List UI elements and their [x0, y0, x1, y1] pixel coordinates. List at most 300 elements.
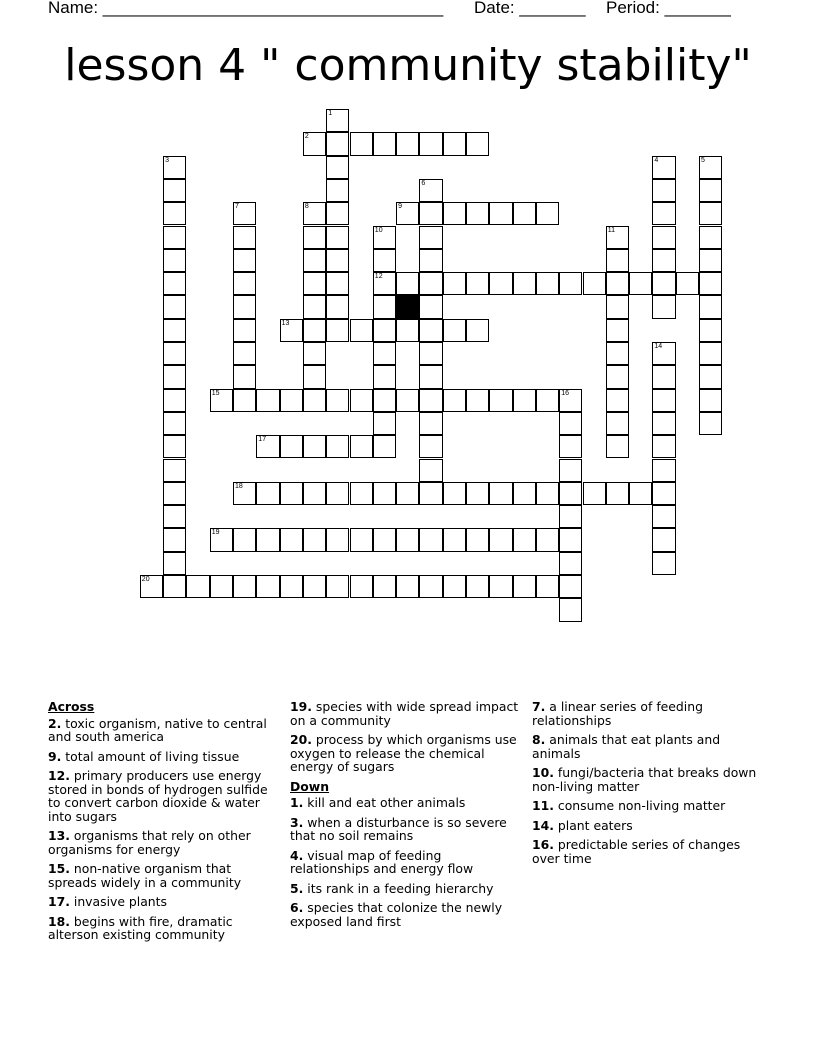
crossword-cell[interactable] — [559, 505, 582, 528]
crossword-cell[interactable] — [373, 412, 396, 435]
crossword-cell[interactable] — [326, 226, 349, 249]
crossword-cell[interactable] — [466, 202, 489, 225]
crossword-cell[interactable] — [163, 179, 186, 202]
crossword-cell[interactable] — [163, 156, 186, 179]
clue-number: 5. — [290, 880, 304, 896]
clue-text: species that colonize the newly exposed land first — [290, 900, 503, 929]
crossword-cell[interactable] — [559, 552, 582, 575]
crossword-cell[interactable] — [280, 389, 303, 412]
crossword-cell[interactable] — [163, 249, 186, 272]
crossword-cell[interactable] — [606, 412, 629, 435]
crossword-cell[interactable] — [513, 482, 536, 505]
crossword-cell[interactable] — [373, 435, 396, 458]
clue-text: its rank in a feeding hierarchy — [303, 880, 494, 896]
crossword-cell[interactable] — [326, 319, 349, 342]
crossword-cell[interactable] — [559, 412, 582, 435]
crossword-cell[interactable] — [699, 226, 722, 249]
crossword-cell[interactable] — [163, 528, 186, 551]
cell-number: 16 — [561, 389, 569, 397]
clue-text: primary producers use energy stored in bonds of hydrogen sulfide to convert carbon dioxide & water into sugars — [48, 768, 268, 824]
crossword-cell[interactable] — [303, 272, 326, 295]
clue-text: plant eaters — [553, 817, 633, 833]
crossword-cell[interactable] — [652, 528, 675, 551]
cell-number: 20 — [141, 576, 150, 583]
clue-number: 13. — [48, 828, 70, 843]
clue-text: species with wide spread impact on a community — [290, 699, 519, 728]
crossword-cell[interactable] — [163, 272, 186, 295]
across-clue-list — [48, 717, 276, 942]
crossword-cell[interactable] — [326, 132, 349, 155]
clue-item — [48, 895, 276, 909]
crossword-cell[interactable] — [489, 482, 512, 505]
crossword-cell[interactable] — [326, 249, 349, 272]
crossword-cell[interactable] — [559, 272, 582, 295]
crossword-cell[interactable] — [629, 482, 652, 505]
crossword-cell[interactable] — [303, 249, 326, 272]
crossword-cell[interactable] — [559, 482, 582, 505]
clue-item — [290, 816, 524, 843]
crossword-cell[interactable] — [419, 482, 442, 505]
crossword-cell[interactable] — [676, 272, 699, 295]
crossword-cell[interactable] — [443, 319, 466, 342]
cell-number: 18 — [235, 482, 243, 490]
crossword-cell[interactable] — [513, 528, 536, 551]
crossword-cell[interactable] — [443, 482, 466, 505]
crossword-cell[interactable] — [559, 598, 582, 621]
clue-number: 7. — [532, 699, 546, 714]
crossword-cell[interactable] — [419, 412, 442, 435]
crossword-cell[interactable] — [699, 202, 722, 225]
crossword-cell[interactable] — [373, 272, 396, 295]
crossword-cell[interactable] — [419, 295, 442, 318]
crossword-cell[interactable] — [466, 528, 489, 551]
crossword-cell[interactable] — [280, 319, 303, 342]
clue-item — [48, 915, 276, 942]
crossword-cell[interactable] — [303, 575, 326, 598]
crossword-cell[interactable] — [350, 482, 373, 505]
crossword-cell[interactable] — [536, 202, 559, 225]
crossword-cell[interactable] — [326, 156, 349, 179]
clue-item — [290, 849, 524, 876]
crossword-cell[interactable] — [280, 575, 303, 598]
clue-item — [290, 796, 524, 810]
date-field[interactable]: Date: _______ — [474, 0, 586, 17]
crossword-cell[interactable] — [233, 295, 256, 318]
cell-number: 4 — [654, 156, 659, 164]
crossword-cell[interactable] — [233, 528, 256, 551]
page-title: lesson 4 " community stability" — [64, 40, 752, 91]
crossword-cell[interactable] — [303, 202, 326, 225]
crossword-cell[interactable] — [699, 412, 722, 435]
crossword-cell[interactable] — [233, 249, 256, 272]
cell-number: 19 — [211, 529, 220, 537]
crossword-cell[interactable] — [163, 575, 186, 598]
clue-number: 3. — [290, 814, 304, 830]
clue-number: 1. — [290, 795, 304, 810]
crossword-cell[interactable] — [396, 272, 419, 295]
crossword-cell[interactable] — [652, 156, 675, 179]
crossword-cell[interactable] — [559, 575, 582, 598]
crossword-cell[interactable] — [559, 528, 582, 551]
crossword-cell[interactable] — [606, 342, 629, 365]
crossword-cell[interactable] — [536, 482, 559, 505]
crossword-cell[interactable] — [443, 202, 466, 225]
crossword-cell[interactable] — [233, 365, 256, 388]
clue-text: a linear series of feeding relationships — [532, 699, 703, 728]
clue-number: 9. — [48, 748, 62, 764]
crossword-cell[interactable] — [699, 319, 722, 342]
cell-number: 9 — [398, 203, 402, 211]
crossword-cell[interactable] — [186, 575, 209, 598]
crossword-cell[interactable] — [513, 202, 536, 225]
crossword-cell[interactable] — [489, 389, 512, 412]
crossword-cell[interactable] — [536, 389, 559, 412]
clue-text: total amount of living tissue — [61, 748, 240, 764]
crossword-cell[interactable] — [466, 389, 489, 412]
crossword-cell[interactable] — [256, 482, 279, 505]
crossword-cell[interactable] — [652, 459, 675, 482]
crossword-cell[interactable] — [326, 202, 349, 225]
crossword-cell[interactable] — [163, 295, 186, 318]
period-field[interactable]: Period: _______ — [606, 0, 731, 17]
crossword-cell[interactable] — [396, 528, 419, 551]
crossword-cell[interactable] — [163, 226, 186, 249]
crossword-cell[interactable] — [163, 412, 186, 435]
crossword-cell[interactable] — [419, 389, 442, 412]
crossword-cell[interactable] — [233, 226, 256, 249]
down-heading: Down — [290, 778, 330, 794]
crossword-cell[interactable] — [233, 342, 256, 365]
crossword-cell[interactable] — [256, 528, 279, 551]
clue-number: 17. — [48, 894, 70, 909]
crossword-cell[interactable] — [466, 319, 489, 342]
crossword-cell[interactable] — [303, 528, 326, 551]
clue-text: process by which organisms use oxygen to release the chemical energy of sugars — [290, 732, 517, 774]
crossword-cell[interactable] — [699, 389, 722, 412]
crossword-cell[interactable] — [699, 295, 722, 318]
crossword-cell[interactable] — [303, 295, 326, 318]
cell-number: 5 — [701, 156, 705, 164]
crossword-cell[interactable] — [256, 435, 279, 458]
crossword-cell[interactable] — [419, 179, 442, 202]
crossword-cell[interactable] — [163, 459, 186, 482]
crossword-cell[interactable] — [652, 365, 675, 388]
crossword-cell[interactable] — [466, 575, 489, 598]
crossword-cell[interactable] — [210, 389, 233, 412]
crossword-cell[interactable] — [699, 342, 722, 365]
crossword-cell[interactable] — [350, 389, 373, 412]
crossword-cell[interactable] — [699, 365, 722, 388]
crossword-cell[interactable] — [303, 132, 326, 155]
clue-item — [290, 882, 524, 896]
crossword-cell[interactable] — [280, 528, 303, 551]
crossword-cell[interactable] — [303, 482, 326, 505]
clue-text: invasive plants — [69, 894, 167, 909]
clue-item — [48, 862, 276, 889]
crossword-cell[interactable] — [513, 575, 536, 598]
clue-text: when a disturbance is so severe that no soil remains — [290, 814, 507, 843]
crossword-cell[interactable] — [536, 528, 559, 551]
crossword-cell[interactable] — [652, 552, 675, 575]
crossword-cell[interactable] — [163, 435, 186, 458]
crossword-cell[interactable] — [396, 575, 419, 598]
clue-number: 20. — [290, 732, 312, 747]
clue-item — [532, 733, 762, 760]
clue-number: 19. — [290, 699, 312, 714]
clue-item — [48, 717, 276, 744]
crossword-cell[interactable] — [513, 272, 536, 295]
cell-number: 11 — [607, 226, 616, 234]
crossword-cell[interactable] — [559, 459, 582, 482]
crossword-cell[interactable] — [419, 319, 442, 342]
crossword-cell[interactable] — [326, 575, 349, 598]
crossword-cell[interactable] — [303, 319, 326, 342]
clue-item — [48, 769, 276, 823]
crossword-cell[interactable] — [256, 575, 279, 598]
cell-number: 8 — [304, 203, 309, 211]
clue-text: animals that eat plants and animals — [532, 732, 721, 761]
crossword-cell[interactable] — [606, 319, 629, 342]
clue-item — [290, 733, 524, 774]
crossword-cell[interactable] — [163, 482, 186, 505]
clue-text: predictable series of changes over time — [532, 837, 741, 866]
cell-number: 2 — [304, 133, 309, 141]
crossword-cell[interactable] — [419, 132, 442, 155]
crossword-cell[interactable] — [419, 575, 442, 598]
crossword-cell[interactable] — [233, 575, 256, 598]
crossword-cell[interactable] — [373, 295, 396, 318]
crossword-cell[interactable] — [443, 389, 466, 412]
crossword-cell[interactable] — [419, 528, 442, 551]
crossword-cell[interactable] — [583, 272, 606, 295]
clue-text: non-native organism that spreads widely in a community — [48, 861, 242, 890]
crossword-cell[interactable] — [419, 249, 442, 272]
cell-number: 3 — [165, 156, 169, 164]
crossword-cell[interactable] — [606, 365, 629, 388]
crossword-cell[interactable] — [233, 319, 256, 342]
crossword-cell[interactable] — [373, 319, 396, 342]
crossword-cell[interactable] — [489, 575, 512, 598]
crossword-cell[interactable] — [350, 528, 373, 551]
crossword-cell[interactable] — [210, 528, 233, 551]
black-square — [396, 295, 419, 318]
name-field[interactable]: Name: ____________________________________ — [48, 0, 444, 17]
crossword-cell[interactable] — [629, 272, 652, 295]
crossword-cell[interactable] — [350, 319, 373, 342]
crossword-cell[interactable] — [373, 482, 396, 505]
crossword-cell[interactable] — [210, 575, 233, 598]
clue-text: organisms that rely on other organisms for energy — [48, 828, 251, 857]
crossword-cell[interactable] — [652, 226, 675, 249]
crossword-cell[interactable] — [489, 202, 512, 225]
clue-item — [532, 766, 762, 793]
cell-number: 10 — [374, 226, 383, 234]
crossword-cell[interactable] — [326, 109, 349, 132]
clue-number: 4. — [290, 847, 304, 863]
crossword-cell[interactable] — [419, 342, 442, 365]
crossword-cell[interactable] — [652, 412, 675, 435]
crossword-cell[interactable] — [652, 202, 675, 225]
crossword-cell[interactable] — [326, 295, 349, 318]
crossword-cell[interactable] — [559, 389, 582, 412]
clues-column-3 — [532, 700, 762, 871]
crossword-cell[interactable] — [233, 389, 256, 412]
crossword-cell[interactable] — [303, 342, 326, 365]
crossword-cell[interactable] — [373, 575, 396, 598]
crossword-cell[interactable] — [419, 272, 442, 295]
crossword-cell[interactable] — [303, 365, 326, 388]
clue-number: 14. — [532, 817, 554, 833]
clue-text: toxic organism, native to central and south america — [48, 715, 267, 744]
crossword-cell[interactable] — [326, 482, 349, 505]
crossword-cell[interactable] — [466, 272, 489, 295]
crossword-cell[interactable] — [559, 435, 582, 458]
crossword-cell[interactable] — [606, 295, 629, 318]
crossword-cell[interactable] — [373, 389, 396, 412]
clue-number: 12. — [48, 768, 70, 783]
cell-number: 6 — [421, 179, 426, 187]
crossword-cell[interactable] — [606, 482, 629, 505]
crossword-cell[interactable] — [652, 482, 675, 505]
crossword-cell[interactable] — [699, 156, 722, 179]
crossword-cell[interactable] — [536, 272, 559, 295]
crossword-cell[interactable] — [233, 202, 256, 225]
clue-number: 16. — [532, 837, 554, 852]
crossword-cell[interactable] — [256, 389, 279, 412]
crossword-cell[interactable] — [350, 575, 373, 598]
crossword-cell[interactable] — [536, 575, 559, 598]
crossword-cell[interactable] — [606, 226, 629, 249]
crossword-cell[interactable] — [419, 435, 442, 458]
crossword-cell[interactable] — [396, 389, 419, 412]
crossword-cell[interactable] — [419, 202, 442, 225]
crossword-cell[interactable] — [373, 342, 396, 365]
crossword-cell[interactable] — [396, 482, 419, 505]
crossword-cell[interactable] — [326, 272, 349, 295]
crossword-cell[interactable] — [606, 249, 629, 272]
crossword-cell[interactable] — [652, 389, 675, 412]
crossword-cell[interactable] — [373, 249, 396, 272]
crossword-cell[interactable] — [373, 365, 396, 388]
crossword-cell[interactable] — [443, 132, 466, 155]
crossword-cell[interactable] — [163, 342, 186, 365]
crossword-cell[interactable] — [699, 272, 722, 295]
crossword-cell[interactable] — [350, 435, 373, 458]
crossword-cell[interactable] — [326, 528, 349, 551]
clue-text: consume non-living matter — [553, 798, 726, 813]
clue-text: visual map of feeding relationships and energy flow — [290, 847, 474, 876]
crossword-cell[interactable] — [303, 435, 326, 458]
crossword-cell[interactable] — [489, 272, 512, 295]
crossword-cell[interactable] — [233, 482, 256, 505]
clues-column-2 — [290, 700, 524, 934]
crossword-cell[interactable] — [163, 389, 186, 412]
crossword-cell[interactable] — [652, 272, 675, 295]
clue-text: kill and eat other animals — [303, 795, 466, 810]
clue-item — [48, 750, 276, 764]
clue-number: 18. — [48, 913, 70, 929]
crossword-cell[interactable] — [280, 435, 303, 458]
cell-number: 15 — [211, 389, 220, 397]
crossword-cell[interactable] — [163, 552, 186, 575]
crossword-cell[interactable] — [233, 272, 256, 295]
crossword-cell[interactable] — [419, 365, 442, 388]
crossword-cell[interactable] — [652, 249, 675, 272]
clue-number: 2. — [48, 715, 62, 731]
clue-item — [532, 819, 762, 833]
crossword-cell[interactable] — [489, 528, 512, 551]
clue-item — [532, 700, 762, 727]
clue-text: fungi/bacteria that breaks down non-living matter — [532, 765, 757, 794]
cell-number: 1 — [328, 110, 333, 117]
clue-number: 8. — [532, 732, 546, 747]
clue-number: 6. — [290, 900, 304, 915]
cell-number: 14 — [654, 343, 663, 350]
crossword-cell[interactable] — [699, 179, 722, 202]
crossword-cell[interactable] — [326, 435, 349, 458]
crossword-cell[interactable] — [652, 295, 675, 318]
crossword-cell[interactable] — [303, 226, 326, 249]
crossword-cell[interactable] — [140, 575, 163, 598]
clue-item — [290, 700, 524, 727]
crossword-cell[interactable] — [280, 482, 303, 505]
crossword-cell[interactable] — [513, 389, 536, 412]
crossword-cell[interactable] — [466, 482, 489, 505]
crossword-cell[interactable] — [419, 459, 442, 482]
crossword-cell[interactable] — [443, 575, 466, 598]
crossword-cell[interactable] — [419, 226, 442, 249]
crossword-cell[interactable] — [373, 226, 396, 249]
clue-number: 10. — [532, 765, 554, 780]
crossword-cell[interactable] — [443, 528, 466, 551]
crossword-cell[interactable] — [396, 132, 419, 155]
clue-item — [532, 799, 762, 813]
crossword-cell[interactable] — [652, 342, 675, 365]
crossword-cell[interactable] — [373, 132, 396, 155]
crossword-cell[interactable] — [652, 435, 675, 458]
crossword-cell[interactable] — [163, 319, 186, 342]
crossword-cell[interactable] — [163, 505, 186, 528]
down-clue-list — [290, 796, 524, 928]
crossword-cell[interactable] — [303, 389, 326, 412]
crossword-cell[interactable] — [443, 272, 466, 295]
crossword-cell[interactable] — [350, 132, 373, 155]
across-clue-list-continued — [290, 700, 524, 774]
crossword-cell[interactable] — [583, 482, 606, 505]
crossword-cell[interactable] — [326, 179, 349, 202]
crossword-cell[interactable] — [652, 179, 675, 202]
crossword-cell[interactable] — [466, 132, 489, 155]
crossword-cell[interactable] — [699, 249, 722, 272]
crossword-cell[interactable] — [326, 389, 349, 412]
crossword-cell[interactable] — [606, 435, 629, 458]
crossword-cell[interactable] — [396, 202, 419, 225]
clue-item — [532, 838, 762, 865]
crossword-cell[interactable] — [606, 272, 629, 295]
down-clue-list-continued — [532, 700, 762, 865]
crossword-cell[interactable] — [652, 505, 675, 528]
crossword-cell[interactable] — [163, 365, 186, 388]
clue-item — [290, 901, 524, 928]
cell-number: 13 — [281, 319, 290, 327]
clue-number: 11. — [532, 798, 554, 813]
crossword-cell[interactable] — [396, 319, 419, 342]
across-heading: Across — [48, 699, 95, 714]
crossword-cell[interactable] — [606, 389, 629, 412]
crossword-cell[interactable] — [373, 528, 396, 551]
clue-item — [48, 829, 276, 856]
crossword-cell[interactable] — [163, 202, 186, 225]
